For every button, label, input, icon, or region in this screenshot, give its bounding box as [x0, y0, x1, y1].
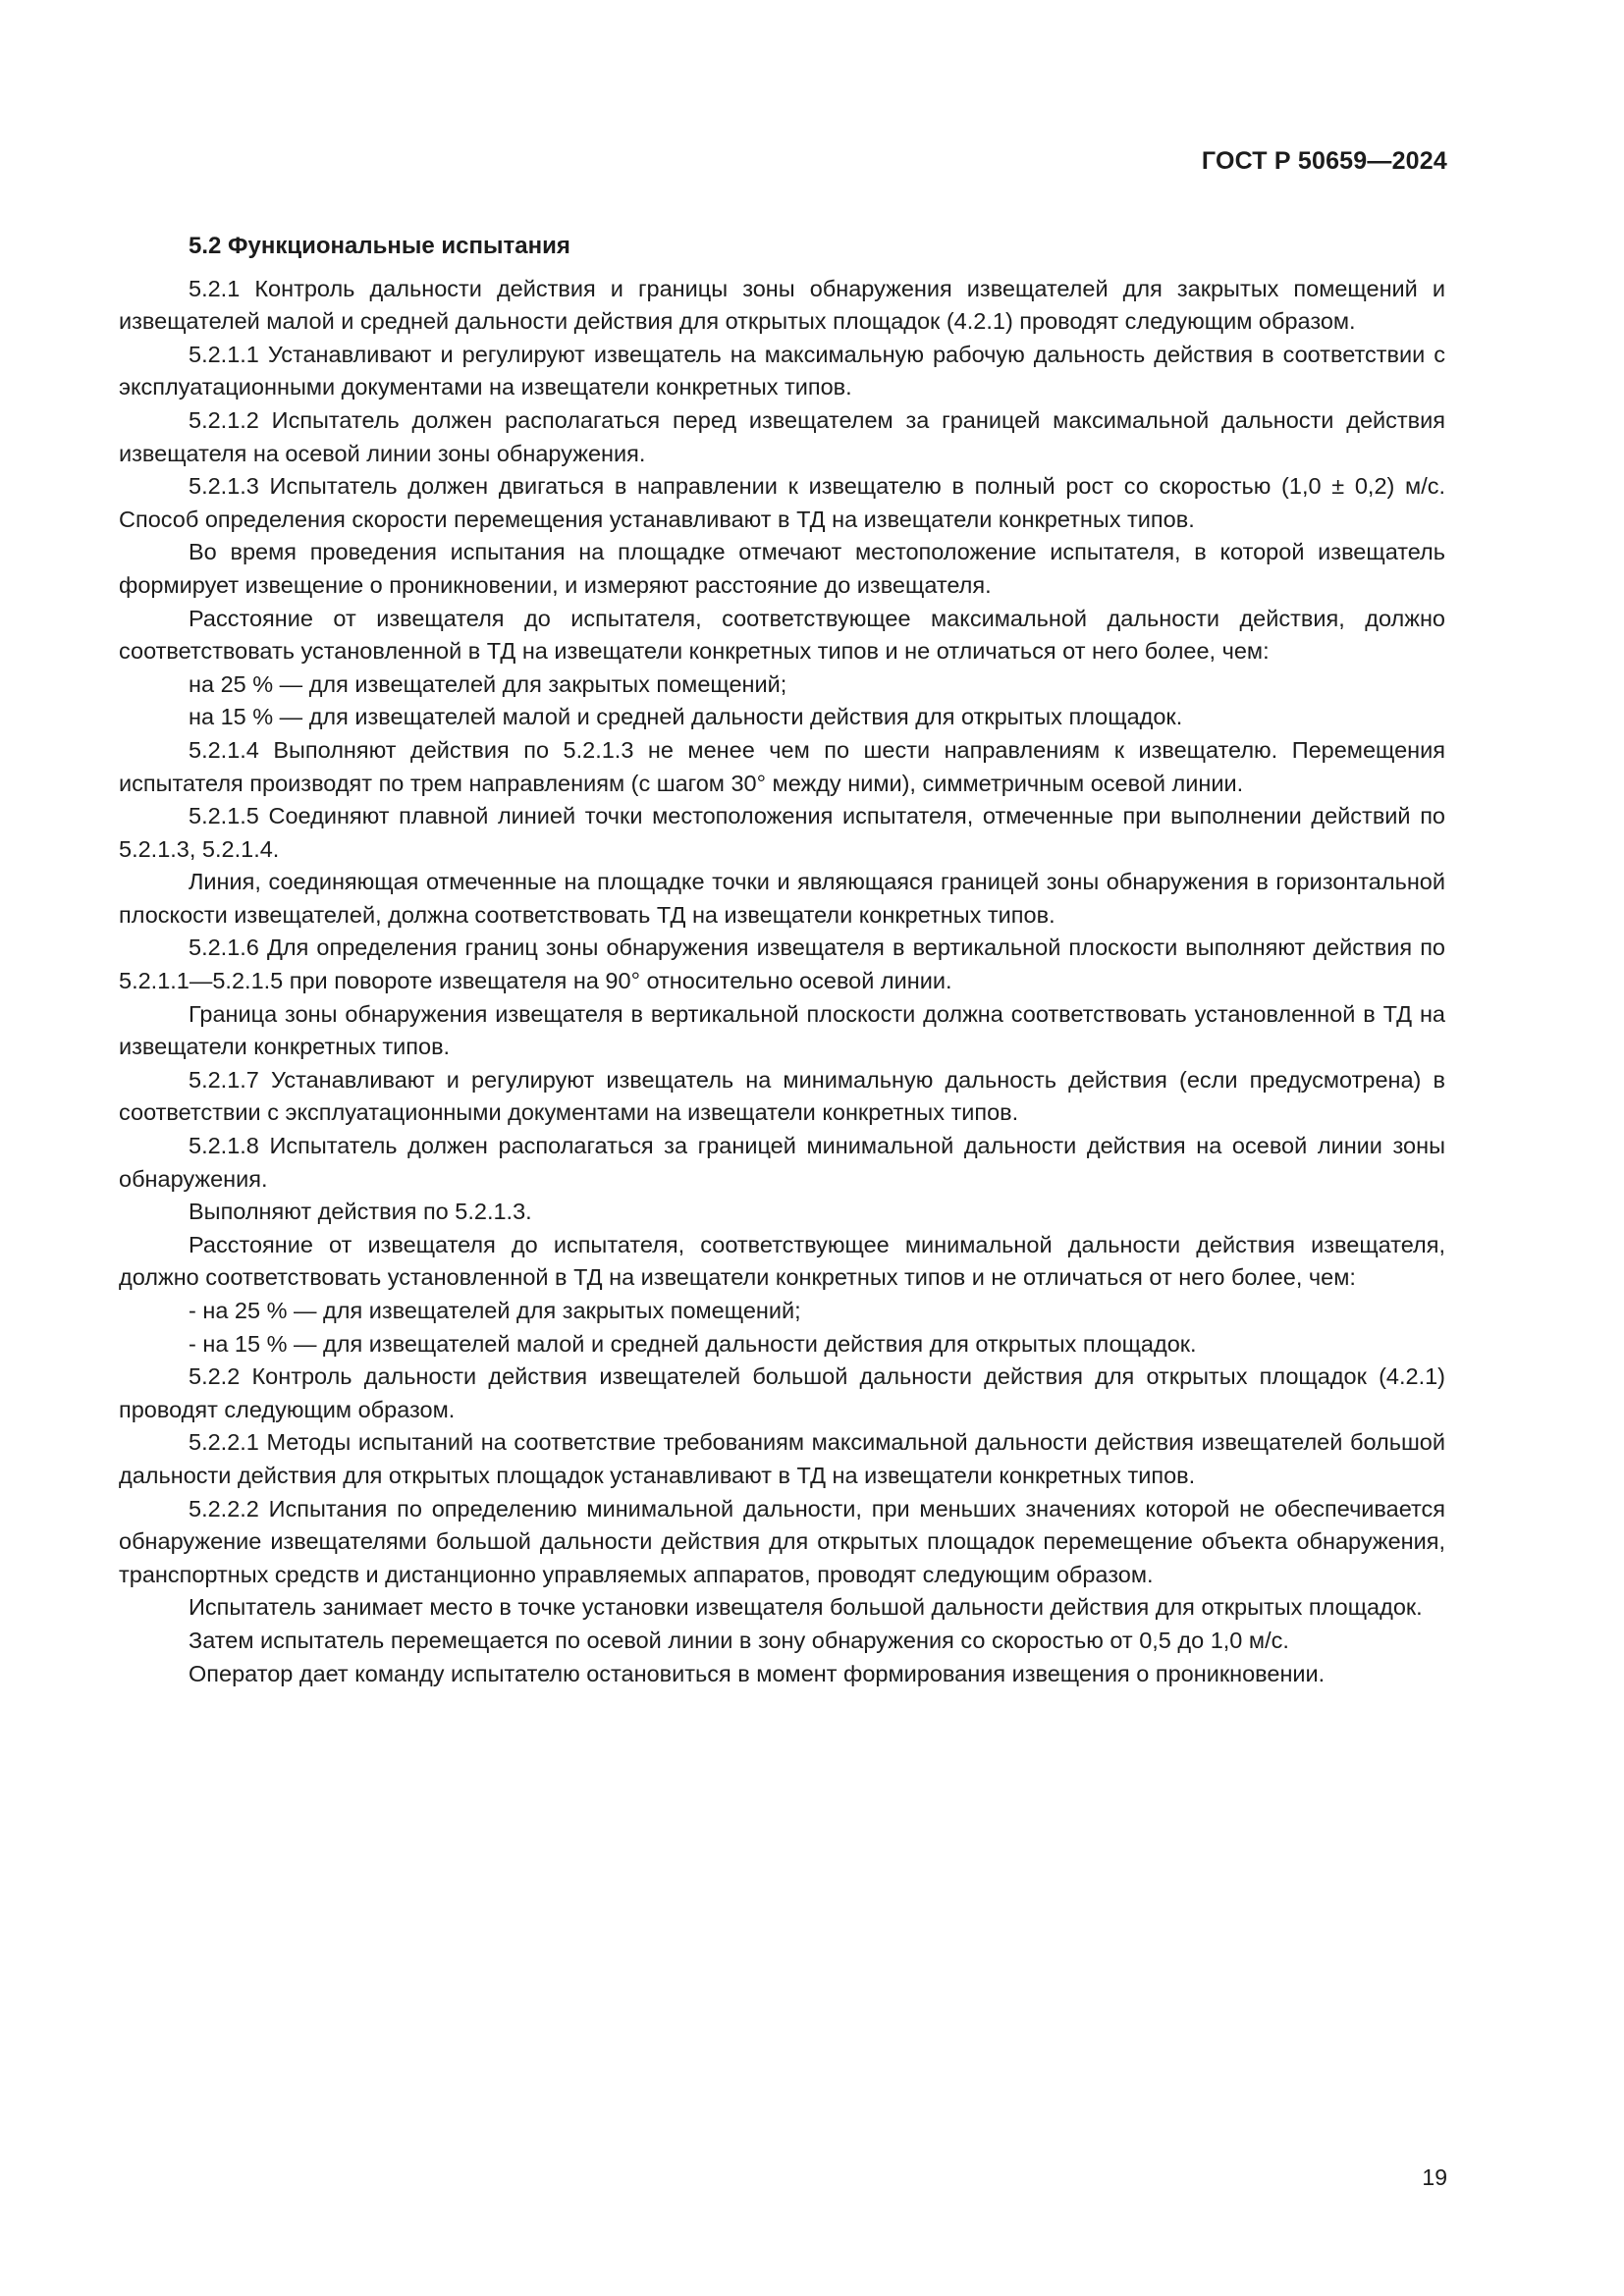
paragraph-5-2-1-1: 5.2.1.1 Устанавливают и регулируют извещатель на максимальную рабочую дальность действия в соответствии с эксплуатационными документами на извещатели конкретных типов. [119, 341, 1445, 400]
paragraph-5-2-1-6: 5.2.1.6 Для определения границ зоны обнаружения извещателя в вертикальной плоскости выполняют действия по 5.2.1.1—5.2.1.5 при повороте извещателя на 90° относительно осевой линии. [119, 934, 1445, 994]
list-item: на 25 % — для извещателей для закрытых помещений; [189, 670, 787, 697]
paragraph-5-2-1-4: 5.2.1.4 Выполняют действия по 5.2.1.3 не менее чем по шести направлениям к извещателю. Перемещения испытателя производят по трем направлениям (с шагом 30° между ними), симметричным осевой линии. [119, 736, 1445, 796]
list-item: на 15 % — для извещателей малой и средней дальности действия для открытых площадок. [189, 704, 1183, 730]
section-title: 5.2 Функциональные испытания [189, 233, 570, 259]
paragraph-5-2-1-5: 5.2.1.5 Соединяют плавной линией точки местоположения испытателя, отмеченные при выполнении действий по 5.2.1.3, 5.2.1.4. [119, 803, 1445, 862]
paragraph-5-2-2-1: 5.2.2.1 Методы испытаний на соответствие требованиям максимальной дальности действия извещателей большой дальности действия для открытых площадок устанавливают в ТД на извещатели конкретных типов. [119, 1429, 1445, 1488]
paragraph-5-2-1-2: 5.2.1.2 Испытатель должен располагаться перед извещателем за границей максимальной дальности действия извещателя на осевой линии зоны обнаружения. [119, 406, 1445, 466]
page-content [119, 230, 1445, 1690]
paragraph: Расстояние от извещателя до испытателя, соответствующее максимальной дальности действия, должно соответствовать установленной в ТД на извещатели конкретных типов и не отличаться от него более, чем: [119, 605, 1445, 665]
document-code: ГОСТ Р 50659—2024 [1201, 147, 1447, 175]
paragraph: Испытатель занимает место в точке установки извещателя большой дальности действия для открытых площадок. [189, 1594, 1423, 1621]
list-item: - на 15 % — для извещателей малой и средней дальности действия для открытых площадок. [189, 1330, 1197, 1357]
paragraph: Выполняют действия по 5.2.1.3. [189, 1199, 532, 1225]
paragraph: Затем испытатель перемещается по осевой линии в зону обнаружения со скоростью от 0,5 до 1,0 м/с. [189, 1627, 1289, 1653]
page-number: 19 [1422, 2164, 1447, 2190]
list-item: - на 25 % — для извещателей для закрытых помещений; [189, 1298, 801, 1323]
paragraph-5-2-1-3: 5.2.1.3 Испытатель должен двигаться в направлении к извещателю в полный рост со скоростью (1,0 ± 0,2) м/с. Способ определения скорости перемещения устанавливают в ТД на извещатели конкретных типов. [119, 473, 1445, 532]
paragraph: Во время проведения испытания на площадке отмечают местоположение испытателя, в которой извещатель формирует извещение о проникновении, и измеряют расстояние до извещателя. [119, 539, 1445, 598]
paragraph-5-2-2: 5.2.2 Контроль дальности действия извещателей большой дальности действия для открытых площадок (4.2.1) проводят следующим образом. [119, 1363, 1445, 1422]
paragraph: Расстояние от извещателя до испытателя, соответствующее минимальной дальности действия извещателя, должно соответствовать установленной в ТД на извещатели конкретных типов и не отличаться от него более, чем: [119, 1231, 1445, 1291]
paragraph-5-2-1: 5.2.1 Контроль дальности действия и границы зоны обнаружения извещателей для закрытых помещений и извещателей малой и средней дальности действия для открытых площадок (4.2.1) проводят следующим образом. [119, 275, 1445, 335]
paragraph-5-2-1-7: 5.2.1.7 Устанавливают и регулируют извещатель на минимальную дальность действия (если предусмотрена) в соответствии с эксплуатационными документами на извещатели конкретных типов. [119, 1066, 1445, 1126]
paragraph-5-2-2-2: 5.2.2.2 Испытания по определению минимальной дальности, при меньших значениях которой не обеспечивается обнаружение извещателями большой дальности действия для открытых площадок перемещение объекта обнаружения, транспортных средств и дистанционно управляемых аппаратов, проводят следующим образом. [119, 1495, 1445, 1587]
paragraph-5-2-1-8: 5.2.1.8 Испытатель должен располагаться за границей минимальной дальности действия на осевой линии зоны обнаружения. [119, 1133, 1445, 1192]
paragraph: Линия, соединяющая отмеченные на площадке точки и являющаяся границей зоны обнаружения в горизонтальной плоскости извещателей, должна соответствовать ТД на извещатели конкретных типов. [119, 869, 1445, 928]
paragraph: Граница зоны обнаружения извещателя в вертикальной плоскости должна соответствовать установленной в ТД на извещатели конкретных типов. [119, 1000, 1445, 1060]
paragraph: Оператор дает команду испытателю остановиться в момент формирования извещения о проникновении. [189, 1660, 1326, 1686]
